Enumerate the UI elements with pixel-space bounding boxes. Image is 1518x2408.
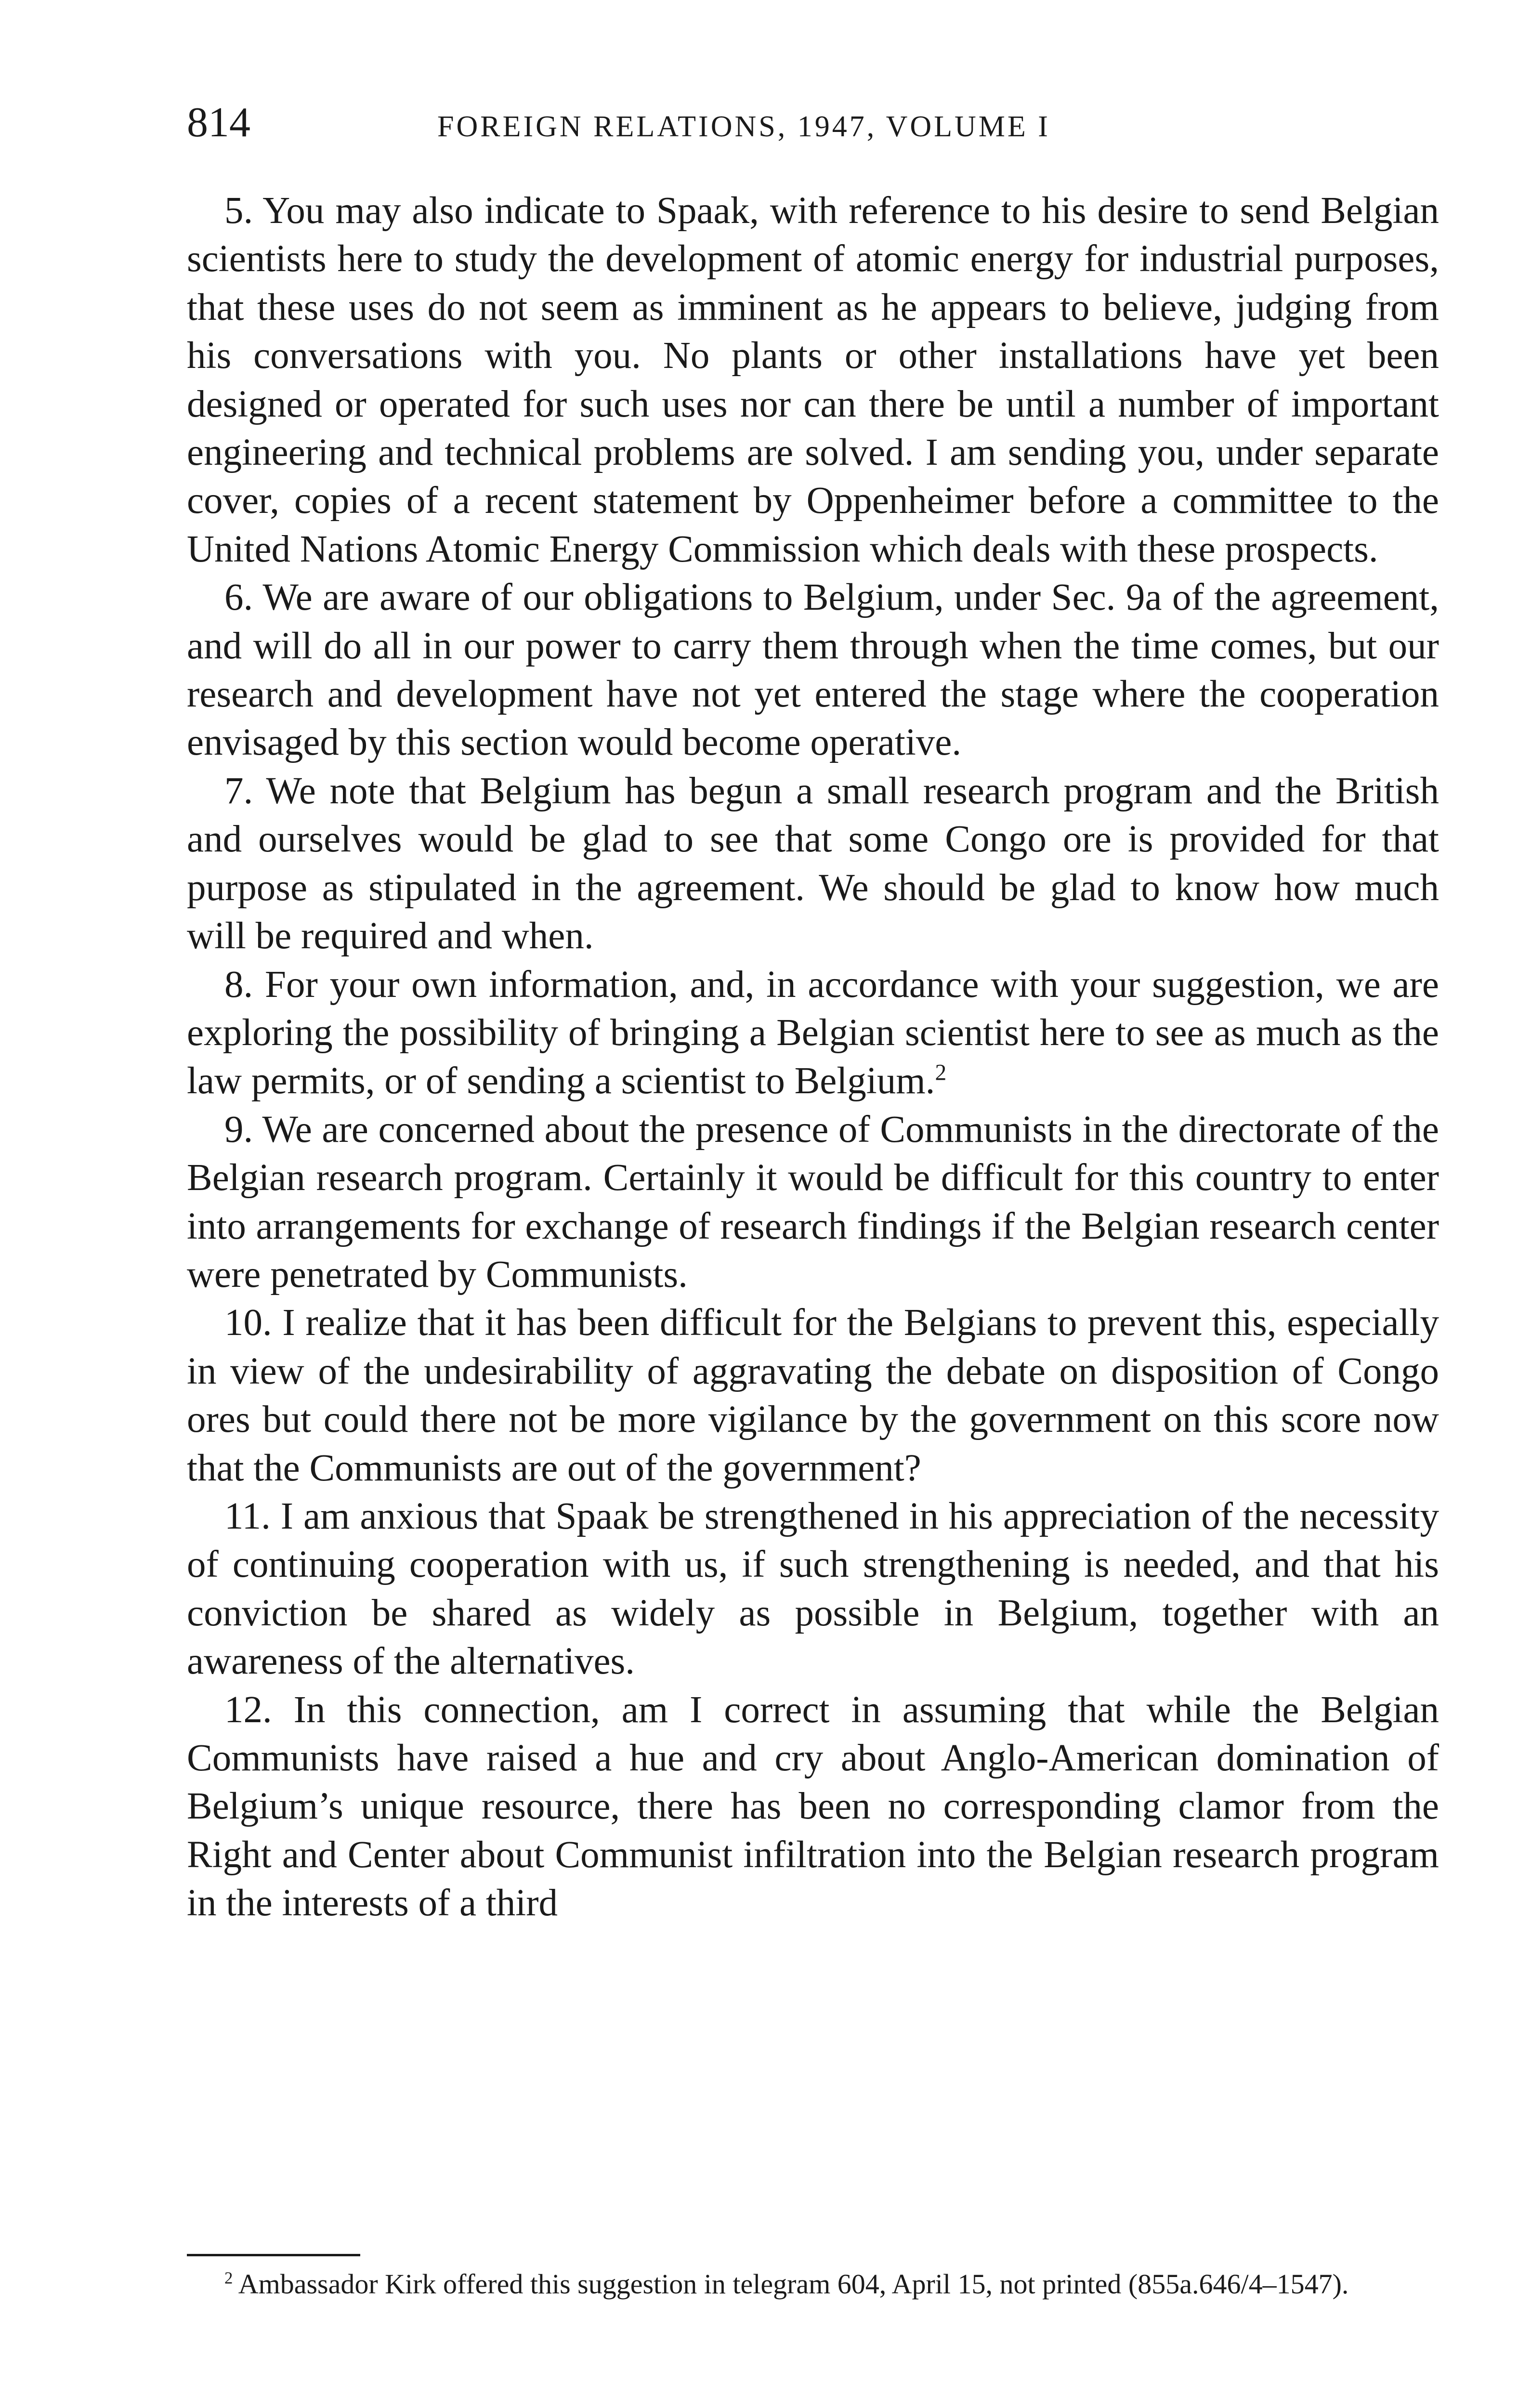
page-header <box>187 96 1439 149</box>
paragraph-12: 12. In this connection, am I correct in assuming that while the Belgian Communists have raised a hue and cry about Anglo-American domination of Belgium’s unique resource, there has been no corresponding clamor from the Right and Center about Communist infiltration into the Belgian research program in the interests of a third <box>187 1688 1439 1924</box>
page-number: 814 <box>187 99 250 146</box>
footnote-text: Ambassador Kirk offered this suggestion in telegram 604, April 15, not printed (855a.646/4–1547). <box>238 2268 1349 2300</box>
paragraph-8 <box>187 961 1439 1106</box>
running-head: FOREIGN RELATIONS, 1947, VOLUME I <box>437 110 1050 143</box>
footnote-2 <box>187 2267 1439 2302</box>
paragraph-8-text: 8. For your own information, and, in accordance with your suggestion, we are exploring the possibility of bringing a Belgian scientist here to see as much as the law permits, or of sending a scientist to Belgium. <box>187 963 1439 1102</box>
paragraph-6: 6. We are aware of our obligations to Belgium, under Sec. 9a of the agreement, and will do all in our power to carry them through when the time comes, but our research and development have not yet entered the stage where the cooperation envisaged by this section would become operative. <box>187 576 1439 764</box>
paragraph-11: 11. I am anxious that Spaak be strengthened in his appreciation of the necessity of continuing cooperation with us, if such strengthening is needed, and that his conviction be shared as widely as possible in Belgium, together with an awareness of the alternatives. <box>187 1495 1439 1683</box>
paragraph-7: 7. We note that Belgium has begun a small research program and the British and ourselves would be glad to see that some Congo ore is provided for that purpose as stipulated in the agreement. We should be glad to know how much will be required and when. <box>187 770 1439 957</box>
paragraph-9: 9. We are concerned about the presence of Communists in the directorate of the Belgian research program. Certainly it would be difficult for this country to enter into arrangements for exchange of research findings if the Belgian research center were penetrated by Communists. <box>187 1108 1439 1296</box>
paragraph-10: 10. I realize that it has been difficult for the Belgians to prevent this, especially in view of the undesirability of aggravating the debate on disposition of Congo ores but could there not be more vigilance by the government on this score now that the Communists are out of the government? <box>187 1302 1439 1489</box>
footnote-reference[interactable]: 2 <box>935 1060 947 1086</box>
paragraph-5: 5. You may also indicate to Spaak, with reference to his desire to send Belgian scientists here to study the development of atomic energy for industrial purposes, that these uses do not seem as imminent as he appears to believe, judging from his conversations with you. No plants or other installations have yet been designed or operated for such uses nor can there be until a number of important engineering and technical problems are solved. I am sending you, under separate cover, copies of a recent statement by Oppenheimer before a committee to the United Nations Atomic Energy Commission which deals with these prospects. <box>187 190 1439 570</box>
footnotes <box>187 2254 1439 2302</box>
body-text <box>187 187 1439 1928</box>
footnote-marker: 2 <box>224 2268 233 2288</box>
footnote-divider <box>187 2254 360 2256</box>
